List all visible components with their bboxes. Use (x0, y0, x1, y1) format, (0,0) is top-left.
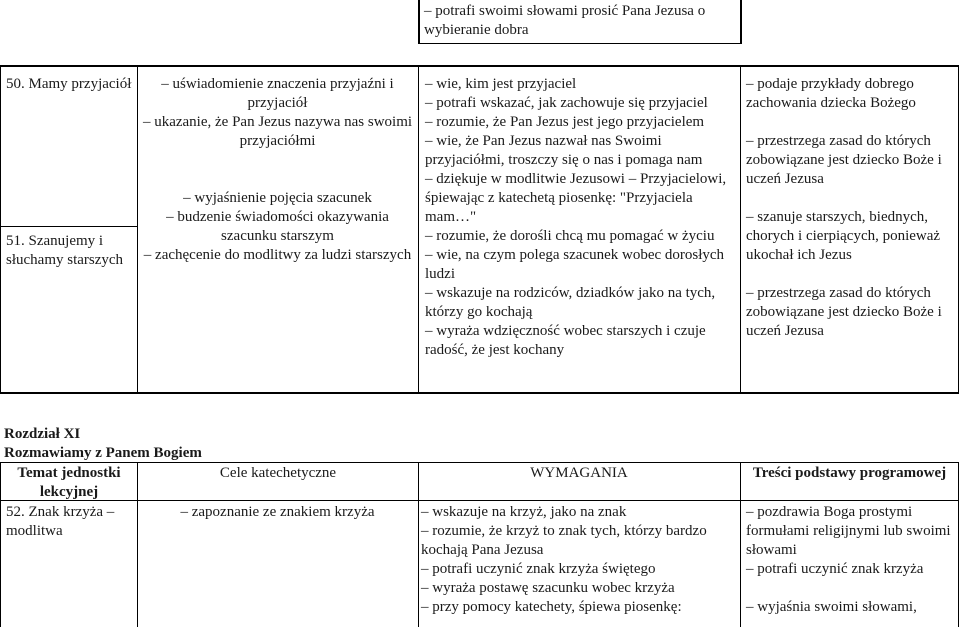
table-top-border (0, 65, 959, 67)
lesson-topic: 50. Mamy przyjaciół (6, 76, 132, 92)
requirement-item: – dziękuje w modlitwie Jezusowi – Przyjacielowi, śpiewając z katechetą piosenkę: "Przyjaciela mam…" (425, 170, 737, 227)
header-divider (0, 500, 959, 501)
content-item: – podaje przykłady dobrego zachowania dziecka Bożego (746, 75, 955, 113)
content-item: – pozdrawia Boga prostymi formułami religijnymi lub swoimi słowami (746, 503, 955, 560)
header-topic: Temat jednostki lekcyjnej (17, 465, 121, 500)
table-border (740, 65, 741, 393)
table-border (137, 65, 138, 393)
table-top-border (418, 43, 742, 44)
top-row-requirements (424, 2, 736, 40)
requirement-item: – potrafi uczynić znak krzyża świętego (421, 560, 737, 579)
goals-cell-52 (140, 503, 415, 522)
header-requirements: WYMAGANIA (530, 465, 628, 481)
content-item: – szanuje starszych, biednych, chorych i cierpiących, ponieważ ukochał ich Jezus (746, 208, 955, 265)
table-border (0, 65, 1, 393)
requirement-item: – wyraża postawę szacunku wobec krzyża (421, 579, 737, 598)
header-content: Treści podstawy programowej (752, 465, 947, 481)
goal-item: – ukazanie, że Pan Jezus nazywa nas swoimi przyjaciółmi (140, 113, 415, 151)
chapter-title: Rozmawiamy z Panem Bogiem (4, 445, 202, 461)
requirement-item: – przy pomocy katechety, śpiewa piosenkę: (421, 598, 737, 617)
table-border (418, 65, 419, 393)
requirement-item: – wyraża wdzięczność wobec starszych i czuje radość, że jest kochany (425, 322, 737, 360)
table-bottom-border (0, 392, 959, 394)
table-border (137, 462, 138, 627)
requirements-cell-52 (421, 503, 737, 617)
goals-cell (140, 75, 415, 265)
goal-item: – zachęcenie do modlitwy za ludzi starszych (140, 246, 415, 265)
goal-item: – wyjaśnienie pojęcia szacunek (140, 189, 415, 208)
requirement-item: – potrafi wskazać, jak zachowuje się przyjaciel (425, 94, 737, 113)
content-item: – przestrzega zasad do których zobowiązane jest dziecko Boże i uczeń Jezusa (746, 132, 955, 189)
requirement-item: – wie, na czym polega szacunek wobec dorosłych ludzi (425, 246, 737, 284)
table-top-border (740, 0, 742, 44)
goal-item: – uświadomienie znaczenia przyjaźni i przyjaciół (140, 75, 415, 113)
requirement-item: – potrafi swoimi słowami prosić Pana Jezusa o wybieranie dobra (424, 2, 736, 40)
content-cell (746, 75, 955, 341)
content-cell-52 (746, 503, 955, 617)
table-border (418, 462, 419, 627)
goal-item: – budzenie świadomości okazywania szacunku starszym (140, 208, 415, 246)
table-border (0, 462, 1, 627)
table-row-divider (0, 226, 138, 227)
lesson-topic: 52. Znak krzyża – modlitwa (6, 504, 115, 539)
requirement-item: – rozumie, że krzyż to znak tych, którzy bardzo kochają Pana Jezusa (421, 522, 737, 560)
requirement-item: – rozumie, że Pan Jezus jest jego przyjacielem (425, 113, 737, 132)
requirement-item: – wskazuje na rodziców, dziadków jako na tych, którzy go kochają (425, 284, 737, 322)
content-item: – potrafi uczynić znak krzyża (746, 560, 955, 579)
topic-cell-52 (6, 503, 134, 541)
table-top-border (418, 0, 420, 44)
goal-item: – zapoznanie ze znakiem krzyża (140, 503, 415, 522)
topic-cell-50 (6, 75, 134, 94)
table-border (740, 462, 741, 627)
requirement-item: – wskazuje na krzyż, jako na znak (421, 503, 737, 522)
requirement-item: – wie, że Pan Jezus nazwał nas Swoimi przyjaciółmi, troszczy się o nas i pomaga nam (425, 132, 737, 170)
requirement-item: – rozumie, że dorośli chcą mu pomagać w życiu (425, 227, 737, 246)
header-goals: Cele katechetyczne (219, 465, 337, 481)
table-border (0, 462, 959, 463)
content-item: – przestrzega zasad do których zobowiązane jest dziecko Boże i uczeń Jezusa (746, 284, 955, 341)
lesson-topic: 51. Szanujemy i słuchamy starszych (6, 233, 124, 268)
topic-cell-51 (6, 232, 134, 270)
chapter-number: Rozdział XI (4, 426, 81, 442)
content-item: – wyjaśnia swoimi słowami, (746, 598, 955, 617)
requirements-cell (425, 75, 737, 360)
requirement-item: – wie, kim jest przyjaciel (425, 75, 737, 94)
